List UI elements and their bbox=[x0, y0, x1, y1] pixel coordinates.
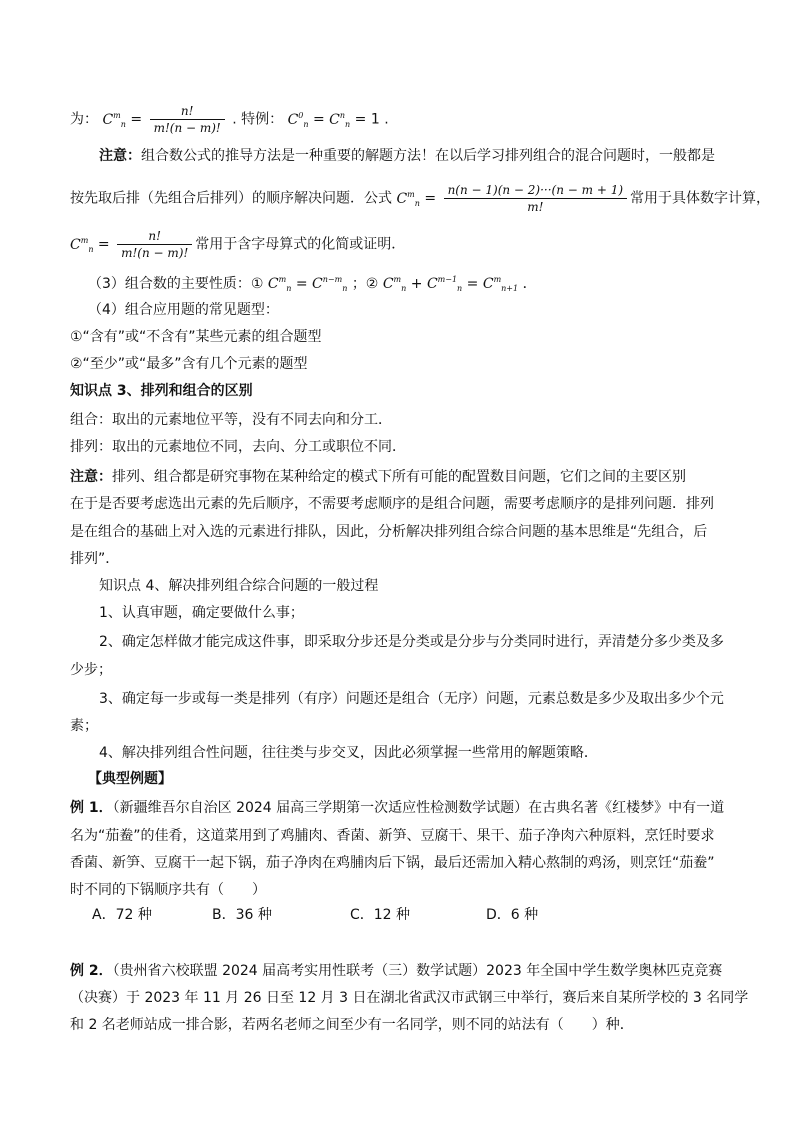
process-step: 2、确定怎样做才能完成这件事，即采取分步还是分类或是分步与分类同时进行，弄清楚分多少类及多 bbox=[99, 634, 724, 650]
difference-note-line: 是在组合的基础上对入选的元素进行排队，因此，分析解决排列组合综合问题的基本思维是“先组合，后 bbox=[70, 524, 708, 540]
example-1-line: 时不同的下锅顺序共有（ ） bbox=[70, 882, 266, 898]
property-3-line: （3）组合数的主要性质：① $C^m_n = C^{n-m}_n$ ；② $C^m_n + C^{m-1}_n = C^m_{n+1}$ ． bbox=[88, 275, 537, 293]
permutation-definition: 排列：取出的元素地位不同，去向、分工或职位不同． bbox=[70, 439, 406, 455]
falling-factorial-fraction: $\frac{n(n - 1)(n - 2)\cdot\cdot\cdot(n - m + 1)}{m!}$ bbox=[444, 182, 627, 215]
knowledge-point-4-title: 知识点 4、解决排列组合综合问题的一般过程 bbox=[99, 578, 379, 594]
option-b[interactable]: B．36 种 bbox=[212, 907, 272, 923]
combination-definition: 组合：取出的元素地位平等，没有不同去向和分工． bbox=[70, 412, 392, 428]
combination-formula-fraction: $\frac{n!}{m!(n - m)!}$ bbox=[150, 103, 225, 136]
process-step: 4、解决排列组合性问题，往往类与步交叉，因此必须掌握一些常用的解题策略． bbox=[99, 745, 598, 761]
example-1-line: 例 1．（新疆维吾尔自治区 2024 届高三学期第一次适应性检测数学试题）在古典名著《红楼梦》中有一道 bbox=[70, 800, 725, 816]
difference-note-line: 排列”． bbox=[70, 551, 120, 567]
process-step-continuation: 素； bbox=[70, 718, 98, 734]
property-4-item: ①“含有”或“不含有”某些元素的组合题型 bbox=[70, 329, 322, 345]
note-paragraph-line: 按先取后排（先组合后排列）的顺序解决问题．公式 $C^m_n$ = $\frac{n(n - 1)(n - 2)\cdot\cdot\cdot(n - m + 1)}{m!}$ 常用于具体数字计算， bbox=[70, 183, 771, 214]
example-1-line: 名为“茄鲞”的佳肴，这道菜用到了鸡脯肉、香菌、新笋、豆腐干、果干、茄子净肉六种原料，烹饪时要求 bbox=[70, 828, 715, 844]
difference-note-line: 在于是否要考虑选出元素的先后顺序，不需要考虑顺序的是组合问题，需要考虑顺序的是排列问题．排列 bbox=[70, 496, 714, 512]
example-1-line: 香菌、新笋、豆腐干一起下锅，茄子净肉在鸡脯肉后下锅，最后还需加入精心熬制的鸡汤，则烹饪“茄鲞” bbox=[70, 855, 715, 871]
option-a[interactable]: A．72 种 bbox=[92, 907, 152, 923]
example-2-line: 例 2．（贵州省六校联盟 2024 届高考实用性联考（三）数学试题）2023 年全国中学生数学奥林匹克竞赛 bbox=[70, 963, 723, 979]
examples-heading: 【典型例题】 bbox=[88, 771, 172, 787]
note-paragraph-line: 注意：组合数公式的推导方法是一种重要的解题方法！在以后学习排列组合的混合问题时，一般都是 bbox=[99, 148, 715, 164]
property-4-title: （4）组合应用题的常见题型： bbox=[88, 302, 279, 318]
process-step: 3、确定每一步或每一类是排列（有序）问题还是组合（无序）问题，元素总数是多少及取出多少个元 bbox=[99, 691, 724, 707]
example-1-options bbox=[92, 905, 652, 925]
property-4-item: ②“至少”或“最多”含有几个元素的题型 bbox=[70, 356, 308, 372]
factorial-fraction: $\frac{n!}{m!(n - m)!}$ bbox=[117, 228, 192, 261]
process-step: 1、认真审题，确定要做什么事； bbox=[99, 605, 304, 621]
note-paragraph-line: $C^m_n$ = $\frac{n!}{m!(n - m)!}$ 常用于含字母算式的化简或证明． bbox=[70, 229, 406, 260]
option-d[interactable]: D．6 种 bbox=[486, 907, 539, 923]
difference-note-line: 注意：排列、组合都是研究事物在某种给定的模式下所有可能的配置数目问题，它们之间的主要区别 bbox=[70, 469, 686, 485]
process-step-continuation: 少步； bbox=[70, 662, 112, 678]
combination-formula-line: 为： $C^m_n$ = $\frac{n!}{m!(n - m)!}$ . 特例： $C^0_n = C^n_n = 1$ . bbox=[70, 104, 389, 135]
option-c[interactable]: C．12 种 bbox=[350, 907, 411, 923]
example-2-line: （决赛）于 2023 年 11 月 26 日至 12 月 3 日在湖北省武汉市武钢三中举行，赛后来自某所学校的 3 名同学 bbox=[70, 990, 749, 1006]
example-2-line: 和 2 名老师站成一排合影，若两名老师之间至少有一名同学，则不同的站法有（ ）种． bbox=[70, 1017, 634, 1033]
knowledge-point-3-title: 知识点 3、排列和组合的区别 bbox=[70, 383, 253, 399]
